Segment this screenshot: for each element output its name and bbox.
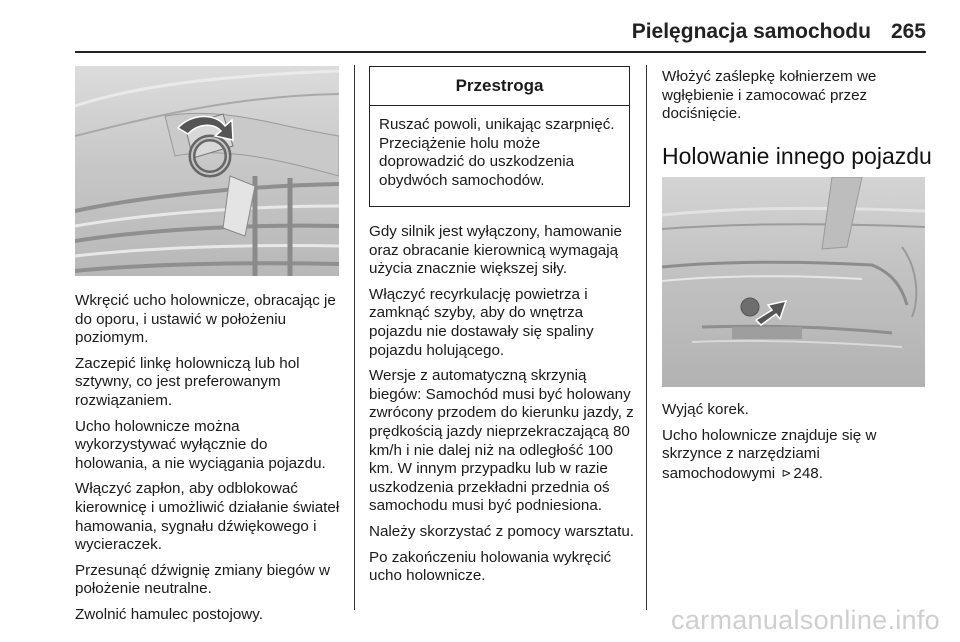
- front-towing-eye-illustration: [75, 66, 339, 276]
- rear-towing-eye-illustration: [662, 177, 925, 387]
- paragraph: Przesunąć dźwignię zmiany biegów w położenie neutralne.: [75, 561, 330, 598]
- column-divider-1: [354, 65, 355, 610]
- paragraph: Zwolnić hamulec postojowy.: [75, 605, 263, 623]
- paragraph: Włączyć recyrkulację powietrza i zamknąć szyby, aby do wnętrza pojazdu nie dostawały się spaliny pojazdu holującego.: [369, 285, 594, 359]
- paragraph: Wkręcić ucho holownicze, obracając je do oporu, i ustawić w położeniu poziomym.: [75, 292, 336, 347]
- paragraph: Zaczepić linkę holowniczą lub hol sztywny, co jest preferowanym rozwiązaniem.: [75, 354, 300, 409]
- right-column-text: [662, 401, 922, 490]
- section-heading: Holowanie innego pojazdu: [662, 143, 932, 169]
- left-column-text: [75, 292, 343, 632]
- caution-box: [369, 66, 630, 207]
- paragraph: Gdy silnik jest wyłączony, hamowanie oraz obracanie kierownicą wymagają użycia znacznie większej siły.: [369, 223, 622, 278]
- page-title: Pielęgnacja samochodu: [631, 20, 871, 43]
- page-reference[interactable]: 248.: [793, 464, 823, 482]
- paragraph: Wyjąć korek.: [662, 401, 749, 418]
- paragraph: Włączyć zapłon, aby odblokować kierownicę i umożliwić działanie świateł hamowania, sygnału dźwiękowego i wycieraczek.: [75, 480, 340, 554]
- paragraph: Włożyć zaślepkę kołnierzem we wgłębienie i zamocować przez dociśnięcie.: [662, 68, 877, 123]
- page-number: 265: [890, 20, 926, 43]
- middle-column-text: [369, 223, 637, 593]
- paragraph-text: Ucho holownicze znajduje się w skrzynce z narzędziami samochodowymi: [662, 426, 877, 482]
- column-divider-2: [646, 65, 647, 610]
- page-header: [620, 20, 926, 44]
- paragraph: Należy skorzystać z pomocy warsztatu.: [369, 522, 635, 540]
- paragraph: Wersje z automatyczną skrzynią biegów: Samochód musi być holowany zwrócony przodem do kierunku jazdy, z prędkością jazdy nieprzekraczającą 80 km/h i nie dalej niż na odległość 100 km. W innym przypadku lub w razie uszkodzenia przekładni przednia oś samochodu musi być podniesiona.: [369, 367, 634, 515]
- paragraph: Ucho holownicze można wykorzystywać wyłącznie do holowania, a nie wyciągania pojazdu.: [75, 417, 326, 472]
- paragraph: Po zakończeniu holowania wykręcić ucho holownicze.: [369, 548, 612, 585]
- watermark: carmanualsonline.info: [671, 605, 940, 635]
- page-reference-icon: ⊳: [781, 465, 792, 480]
- caution-title: Przestroga: [370, 67, 629, 106]
- caution-text: Ruszać powoli, unikając szarpnięć. Przeciążenie holu może doprowadzić do uszkodzenia obydwóch samochodów.: [379, 116, 615, 189]
- header-rule: [75, 51, 926, 53]
- right-column-intro: [662, 68, 922, 131]
- paragraph: [662, 427, 922, 484]
